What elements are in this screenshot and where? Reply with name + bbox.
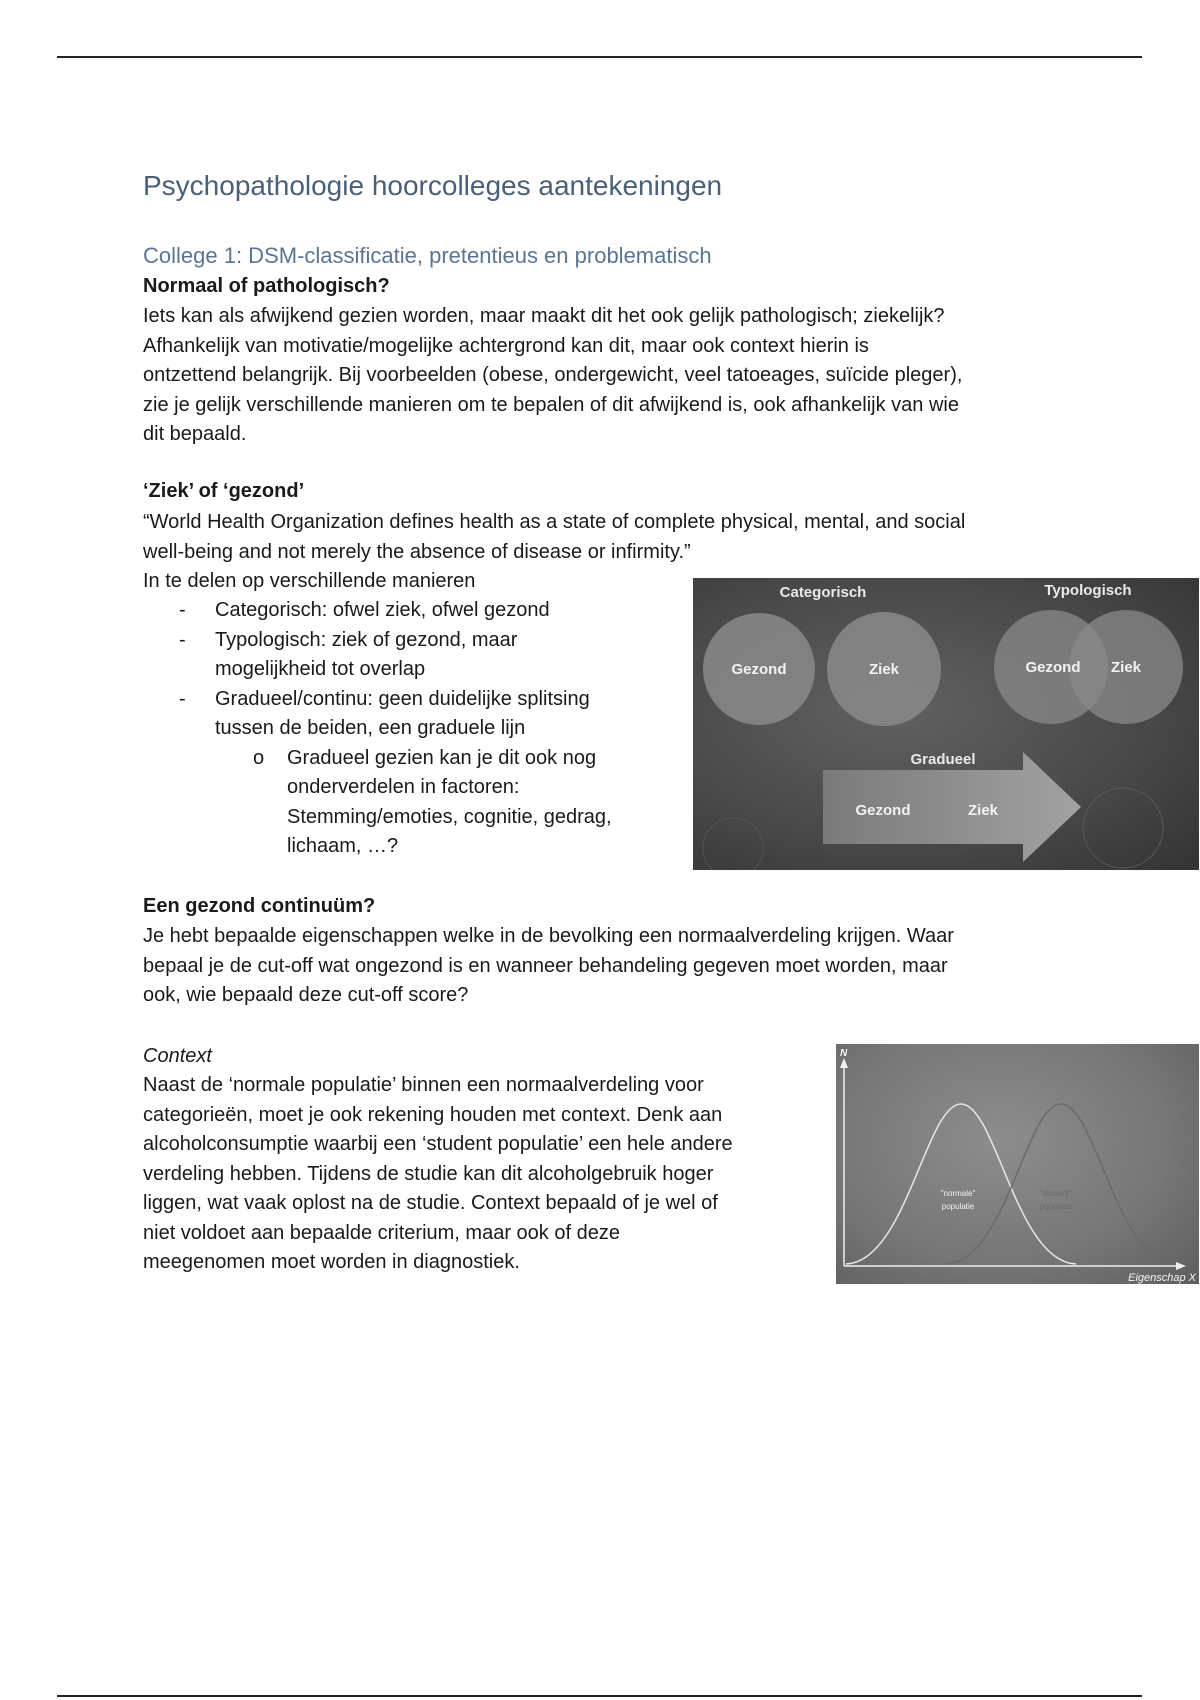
section-heading-context: Context [143,1045,212,1067]
text-line: categorieën, moet je ook rekening houden met context. Denk aan [143,1103,723,1126]
label-categorisch: Categorisch [779,584,867,601]
circle-marker: o [253,746,265,769]
section-heading-continuum: Een gezond continuüm? [143,895,376,917]
text-line: Naast de ‘normale populatie’ binnen een normaalverdeling voor [143,1074,704,1096]
sub-list-item [143,744,612,862]
list-item-text: Typologisch: ziek of gezond, maar [215,628,518,651]
lecture-subtitle: College 1: DSM-classificatie, pretentieus en problematisch [143,243,712,268]
text-line: ook, wie bepaald deze cut-off score? [143,984,469,1006]
label-gezond-typologisch: Gezond [1025,659,1081,676]
distribution-diagram [836,1044,1199,1284]
text-line: bepaal je de cut-off wat ongezond is en wanneer behandeling gegeven moet worden, maar [143,954,948,977]
list-item-text: Stemming/emoties, cognitie, gedrag, [287,805,612,828]
list-item-text: tussen de beiden, een graduele lijn [215,717,526,739]
list-item-text: Gradueel/continu: geen duidelijke splitsing [215,687,590,710]
header-rule [57,56,1142,58]
label-normale-populatie: populatie [941,1202,975,1211]
text-line: alcoholconsumptie waarbij een ‘student populatie’ een hele andere [143,1133,733,1155]
label-typologisch: Typologisch [1044,582,1132,599]
section-heading-ziek-gezond: ‘Ziek’ of ‘gezond’ [143,480,305,502]
classification-figure [693,578,1199,870]
label-gradueel: Gradueel [910,751,976,768]
paragraph-continuum [143,922,954,1011]
label-ziek-categorisch: Ziek [868,661,900,678]
list-item [143,626,612,685]
label-ziek-typologisch: Ziek [1110,659,1142,676]
list-item-text: mogelijkheid tot overlap [215,658,426,680]
label-normale: "normale" [940,1189,976,1198]
dash-marker: - [179,599,186,621]
normal-population-curve [846,1104,1076,1264]
text-line: Je hebt bepaalde eigenschappen welke in de bevolking een normaalverdeling krijgen. Waar [143,925,954,947]
x-axis-arrow [1176,1262,1186,1270]
label-gezond-gradueel: Gezond [855,802,911,819]
page-title: Psychopathologie hoorcolleges aantekeningen [143,170,723,201]
text-line: niet voldoet aan bepaalde criterium, maar ook of deze [143,1221,620,1244]
text-line: verdeling hebben. Tijdens de studie kan dit alcoholgebruik hoger [143,1162,714,1185]
text-line: dit bepaald. [143,423,247,445]
text-line: zie je gelijk verschillende manieren om te bepalen of dit afwijkend is, ook afhankelijk van wie [143,393,959,416]
label-gezond-categorisch: Gezond [731,661,787,678]
classification-diagram [693,578,1199,870]
label-ziek-gradueel: Ziek [967,802,999,819]
axis-label-n: N [840,1048,848,1059]
axis-label-eigenschap: Eigenschap X [1128,1272,1196,1284]
list-item-text: onderverdelen in factoren: [287,776,520,798]
list-item-text: Gradueel gezien kan je dit ook nog [287,746,597,769]
list-item-text: Categorisch: ofwel ziek, ofwel gezond [215,599,550,621]
list-item [143,685,612,744]
intro-line [143,567,475,597]
text-line: meegenomen moet worden in diagnostiek. [143,1251,520,1273]
student-population-curve [946,1104,1176,1264]
bullet-list [143,596,612,862]
decorative-ring [703,818,763,870]
decorative-ring [1083,788,1163,868]
dash-marker: - [179,687,186,710]
paragraph-context [143,1071,733,1278]
footer-rule [57,1695,1142,1697]
section-heading-normaal: Normaal of pathologisch? [143,275,390,297]
text-line: Iets kan als afwijkend gezien worden, maar maakt dit het ook gelijk pathologisch; ziekelijk? [143,305,945,327]
text-line: “World Health Organization defines health as a state of complete physical, mental, and social [143,511,966,533]
paragraph-normaal [143,302,962,450]
text-line: ontzettend belangrijk. Bij voorbeelden (obese, ondergewicht, veel tatoeages, suïcide pleger), [143,364,963,386]
dash-marker: - [179,628,186,651]
text-line: liggen, wat vaak oplost na de studie. Context bepaald of je wel of [143,1192,718,1214]
text-line: Afhankelijk van motivatie/mogelijke achtergrond kan dit, maar ook context hierin is [143,334,869,357]
list-item [143,596,612,626]
y-axis-arrow [840,1058,848,1068]
text-line: In te delen op verschillende manieren [143,570,476,592]
distribution-figure [836,1044,1199,1284]
text-line: well-being and not merely the absence of disease or infirmity.” [143,540,691,563]
list-item-text: lichaam, …? [287,835,399,857]
label-student-populatie: populatie [1039,1202,1073,1211]
label-student: "student" [1040,1189,1072,1198]
who-quote [143,508,965,567]
